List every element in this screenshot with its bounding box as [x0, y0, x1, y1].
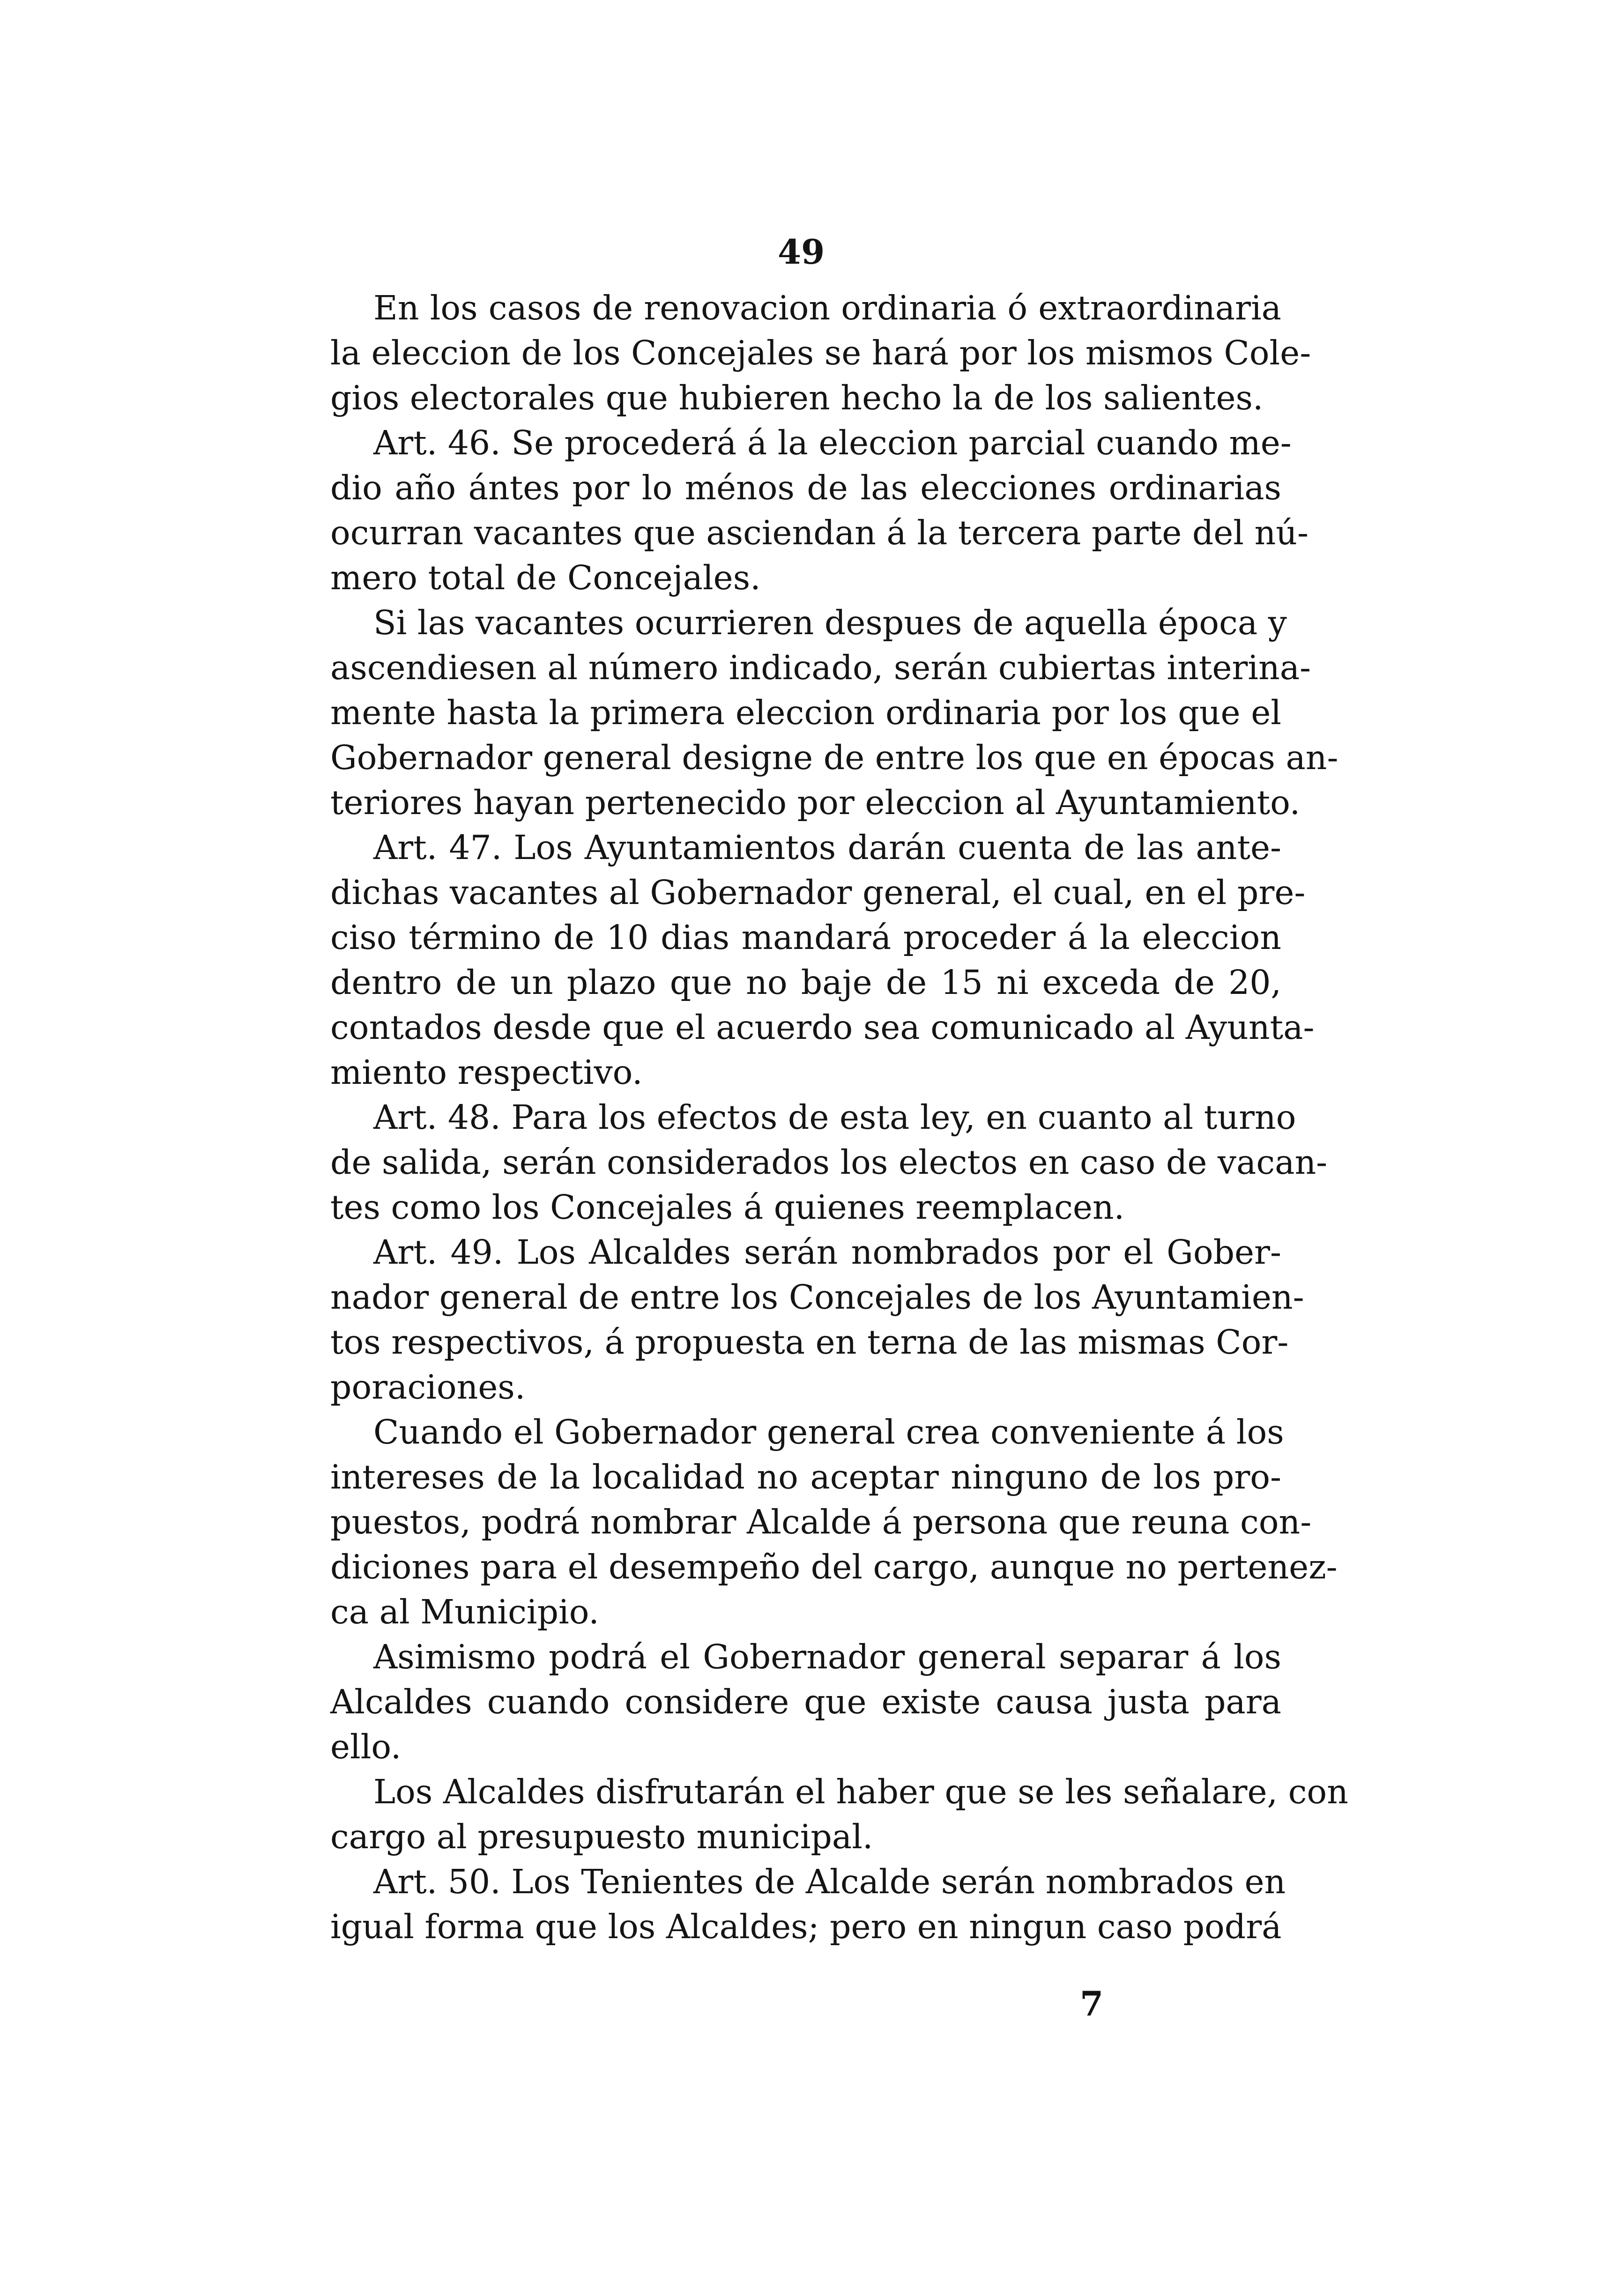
text-line: dentro de un plazo que no baje de 15 ni exceda de 20, — [330, 963, 1281, 1002]
text-line: de salida, serán considerados los electos en caso de vacan- — [330, 1143, 1328, 1182]
text-line: dichas vacantes al Gobernador general, el cual, en el pre- — [330, 873, 1306, 912]
text-line: dio año ántes por lo ménos de las elecciones ordinarias — [330, 468, 1281, 507]
text-line: teriores hayan pertenecido por eleccion al Ayuntamiento. — [330, 783, 1301, 822]
text-line: intereses de la localidad no aceptar ninguno de los pro- — [330, 1458, 1281, 1496]
text-line: contados desde que el acuerdo sea comunicado al Ayunta- — [330, 1008, 1315, 1047]
text-line: la eleccion de los Concejales se hará por los mismos Cole- — [330, 333, 1311, 372]
text-line: Los Alcaldes disfrutarán el haber que se les señalare, con — [373, 1772, 1348, 1811]
page-number: 49 — [778, 232, 825, 272]
text-line: En los casos de renovacion ordinaria ó extraordinaria — [373, 289, 1281, 327]
text-line: nador general de entre los Concejales de los Ayuntamien- — [330, 1278, 1304, 1317]
text-line: igual forma que los Alcaldes; pero en ningun caso podrá — [330, 1907, 1282, 1946]
text-line: mero total de Concejales. — [330, 558, 761, 597]
text-line: ciso término de 10 dias mandará proceder á la eleccion — [330, 918, 1281, 957]
text-line: ascendiesen al número indicado, serán cubiertas interina- — [330, 648, 1311, 687]
text-line: diciones para el desempeño del cargo, aunque no pertenez- — [330, 1548, 1338, 1586]
text-line: puestos, podrá nombrar Alcalde á persona que reuna con- — [330, 1503, 1312, 1541]
text-line: Asimismo podrá el Gobernador general separar á los — [373, 1637, 1281, 1676]
article-49-start: Art. 49. Los Alcaldes serán nombrados por el Gober- — [373, 1233, 1281, 1272]
article-50-start: Art. 50. Los Tenientes de Alcalde serán nombrados en — [373, 1862, 1286, 1901]
signature-mark: 7 — [1080, 1984, 1104, 2023]
text-line: Cuando el Gobernador general crea conveniente á los — [373, 1413, 1284, 1452]
text-line: poraciones. — [330, 1368, 526, 1407]
text-line: ocurran vacantes que asciendan á la tercera parte del nú- — [330, 513, 1309, 552]
body-text — [330, 286, 1348, 1949]
text-line: ello. — [330, 1727, 402, 1766]
text-line: tes como los Concejales á quienes reemplacen. — [330, 1188, 1125, 1227]
text-line: mente hasta la primera eleccion ordinaria por los que el — [330, 693, 1281, 732]
article-48-start: Art. 48. Para los efectos de esta ley, en cuanto al turno — [373, 1098, 1296, 1137]
text-line: ca al Municipio. — [330, 1592, 599, 1631]
article-47-start: Art. 47. Los Ayuntamientos darán cuenta de las ante- — [373, 828, 1281, 867]
text-line: miento respectivo. — [330, 1053, 643, 1092]
text-line: cargo al presupuesto municipal. — [330, 1817, 873, 1856]
text-line: tos respectivos, á propuesta en terna de las mismas Cor- — [330, 1323, 1289, 1362]
text-line: Si las vacantes ocurrieren despues de aquella época y — [373, 603, 1287, 642]
text-line: gios electorales que hubieren hecho la de los salientes. — [330, 378, 1264, 417]
text-line: Alcaldes cuando considere que existe causa justa para — [330, 1682, 1281, 1721]
text-line: Gobernador general designe de entre los que en épocas an- — [330, 738, 1338, 777]
article-46-start: Art. 46. Se procederá á la eleccion parcial cuando me- — [373, 423, 1292, 462]
